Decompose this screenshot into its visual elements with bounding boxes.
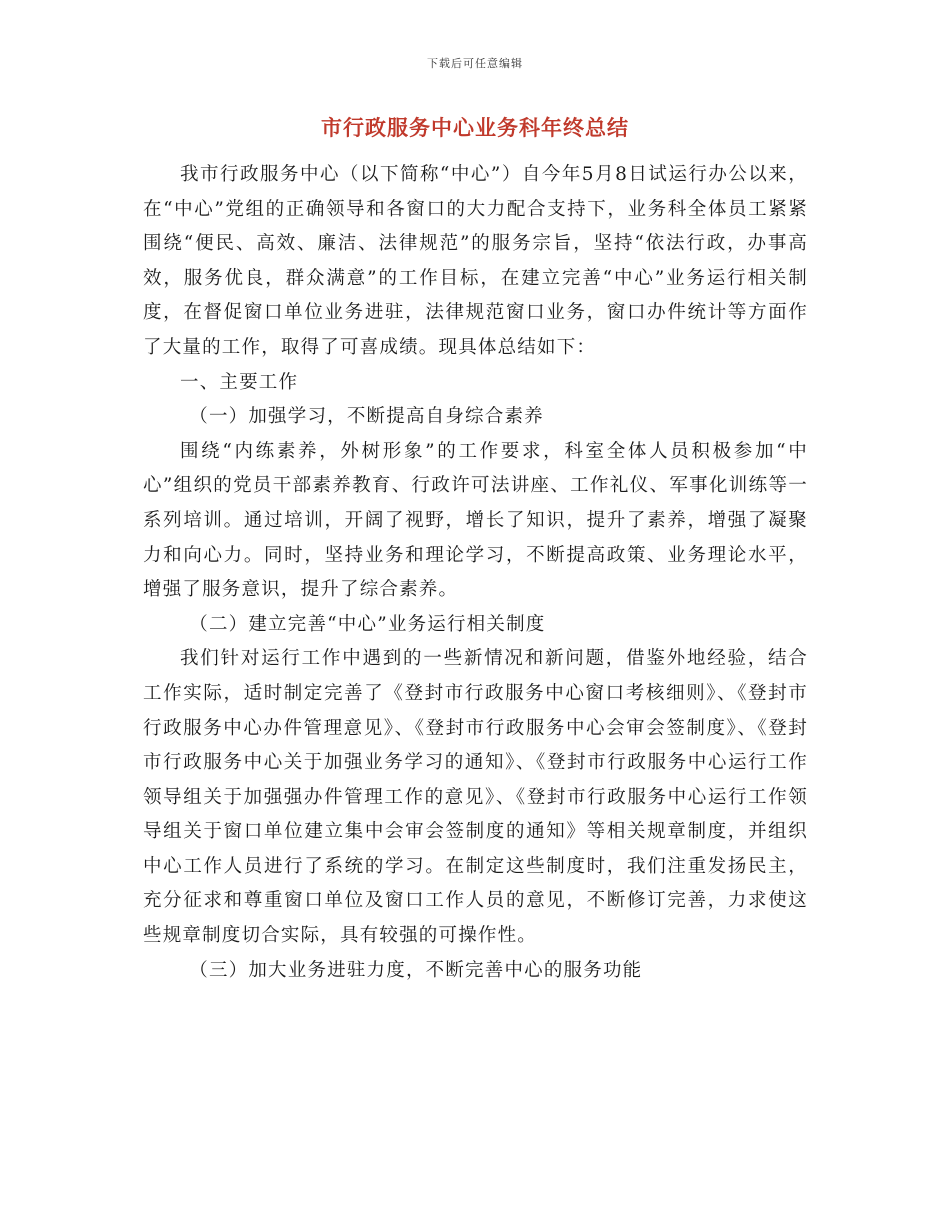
header-note: 下载后可任意编辑	[427, 57, 523, 70]
document-body	[143, 158, 808, 988]
paragraph-regulations: 我们针对运行工作中遇到的一些新情况和新问题，借鉴外地经验，结合工作实际，适时制定完善了《登封市行政服务中心窗口考核细则》、《登封市行政服务中心办件管理意见》、《登封市行政服务中心会审会签制度》、《登封市行政服务中心关于加强业务学习的通知》、《登封市行政服务中心运行工作领导组关于加强强办件管理工作的意见》、《登封市行政服务中心运行工作领导组关于窗口单位建立集中会审会签制度的通知》等相关规章制度，并组织中心工作人员进行了系统的学习。在制定这些制度时，我们注重发扬民主，充分征求和尊重窗口单位及窗口工作人员的意见，不断修订完善，力求使这些规章制度切合实际，具有较强的可操作性。	[143, 648, 808, 947]
paragraph-study: 围绕“内练素养，外树形象”的工作要求，科室全体人员积极参加“中心”组织的党员干部素养教育、行政许可法讲座、工作礼仪、军事化训练等一系列培训。通过培训，开阔了视野，增长了知识，提升了素养，增强了凝聚力和向心力。同时，坚持业务和理论学习，不断提高政策、业务理论水平，增强了服务意识，提升了综合素养。	[143, 440, 808, 601]
subsection-heading-3: （三）加大业务进驻力度，不断完善中心的服务功能	[189, 959, 643, 981]
intro-paragraph: 我市行政服务中心（以下简称“中心”）自今年5月8日试运行办公以来，在“中心”党组的正确领导和各窗口的大力配合支持下，业务科全体员工紧紧围绕“便民、高效、廉洁、法律规范”的服务宗旨，坚持“依法行政，办事高效，服务优良，群众满意”的工作目标，在建立完善“中心”业务运行相关制度，在督促窗口单位业务进驻，法律规范窗口业务，窗口办件统计等方面作了大量的工作，取得了可喜成绩。现具体总结如下：	[143, 164, 808, 358]
subsection-heading-1: （一）加强学习，不断提高自身综合素养	[189, 406, 544, 428]
document-title: 市行政服务中心业务科年终总结	[321, 116, 629, 140]
subsection-heading-2: （二）建立完善“中心”业务运行相关制度	[189, 613, 546, 635]
section-heading-main-work: 一、主要工作	[180, 371, 299, 393]
